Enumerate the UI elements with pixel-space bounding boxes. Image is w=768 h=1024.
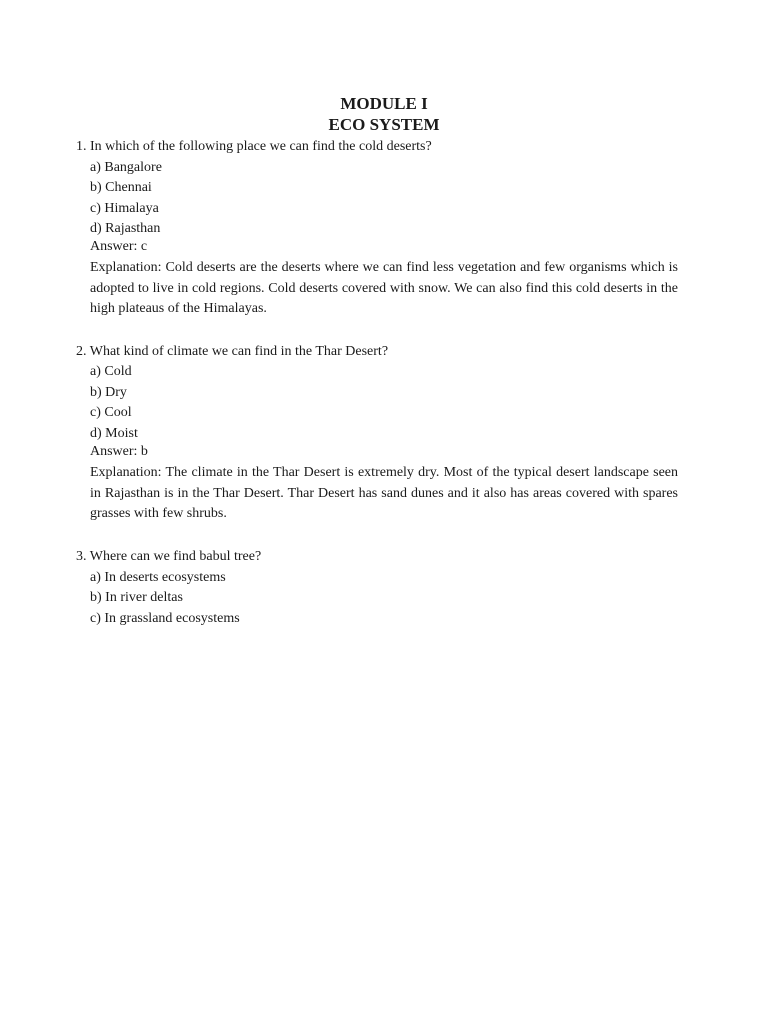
question-1-explanation: Explanation: Cold deserts are the deserts where we can find less vegetation and few organisms which is adopted to live in cold regions. Cold deserts covered with snow. We can also find this cold deserts in the high plateaus of the Himalayas. [90, 260, 678, 316]
question-3-option-a: a) In deserts ecosystems [90, 570, 226, 585]
module-heading: MODULE I [340, 94, 428, 113]
question-2-option-c: c) Cool [90, 405, 132, 420]
question-2-text: 2. What kind of climate we can find in the Thar Desert? [76, 344, 389, 359]
question-3-text: 3. Where can we find babul tree? [76, 549, 262, 564]
question-1-answer: Answer: c [90, 239, 148, 254]
question-1-option-d: d) Rajasthan [90, 221, 161, 236]
question-2-option-a: a) Cold [90, 364, 132, 379]
question-3-option-c: c) In grassland ecosystems [90, 611, 240, 626]
question-2-explanation: Explanation: The climate in the Thar Desert is extremely dry. Most of the typical desert landscape seen in Rajasthan is in the Thar Desert. Thar Desert has sand dunes and it also has areas covered with spares grasses with few shrubs. [90, 465, 678, 521]
subject-heading: ECO SYSTEM [328, 115, 440, 134]
question-2-answer: Answer: b [90, 444, 148, 459]
question-1-option-c: c) Himalaya [90, 201, 159, 216]
question-1-option-a: a) Bangalore [90, 160, 162, 175]
question-2-option-b: b) Dry [90, 385, 127, 400]
question-1-option-b: b) Chennai [90, 180, 152, 195]
question-3-option-b: b) In river deltas [90, 590, 183, 605]
question-2-option-d: d) Moist [90, 426, 138, 441]
question-1-text: 1. In which of the following place we can find the cold deserts? [76, 139, 432, 154]
